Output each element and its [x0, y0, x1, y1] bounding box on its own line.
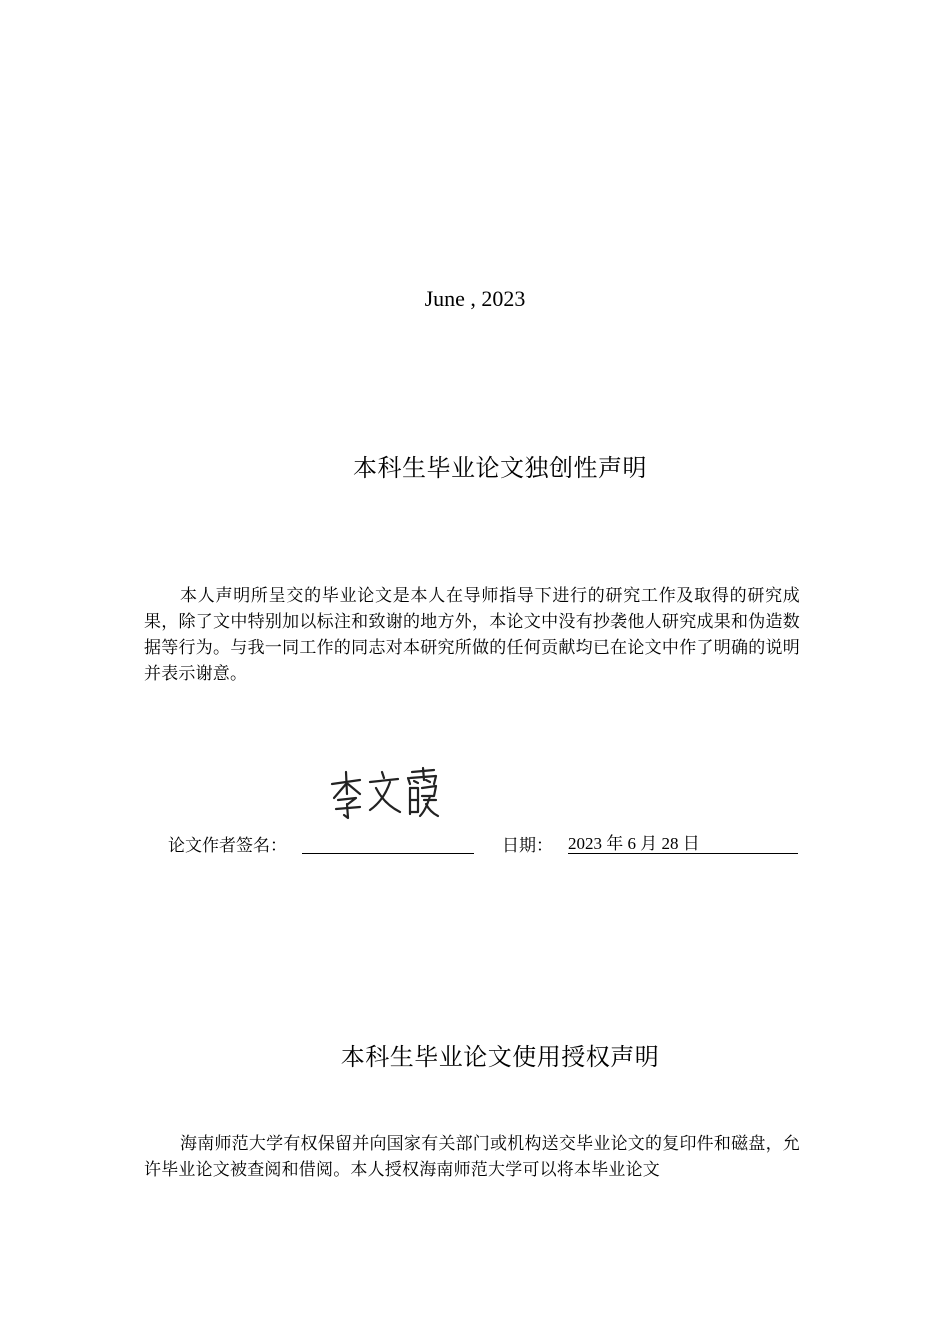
signature-label: 论文作者签名：: [168, 836, 287, 856]
cover-date: June , 2023: [424, 286, 526, 311]
handwritten-signature: [326, 764, 440, 822]
date-value: 2023 年 6 月 28 日: [568, 833, 798, 854]
signature-row: [168, 833, 808, 861]
originality-body: 本人声明所呈交的毕业论文是本人在导师指导下进行的研究工作及取得的研究成果，除了文中特别加以标注和致谢的地方外，本论文中没有抄袭他人研究成果和伪造数据等行为。与我一同工作的同志对本研究所做的任何贡献均已在论文中作了明确的说明并表示谢意。: [144, 586, 800, 684]
authorization-title: 本科生毕业论文使用授权声明: [340, 1043, 660, 1071]
authorization-body: 海南师范大学有权保留并向国家有关部门或机构送交毕业论文的复印件和磁盘，允许毕业论文被查阅和借阅。本人授权海南师范大学可以将本毕业论文: [144, 1134, 800, 1180]
signature-line: [302, 853, 474, 854]
date-label: 日期：: [502, 836, 553, 856]
originality-title: 本科生毕业论文独创性声明: [353, 454, 647, 482]
